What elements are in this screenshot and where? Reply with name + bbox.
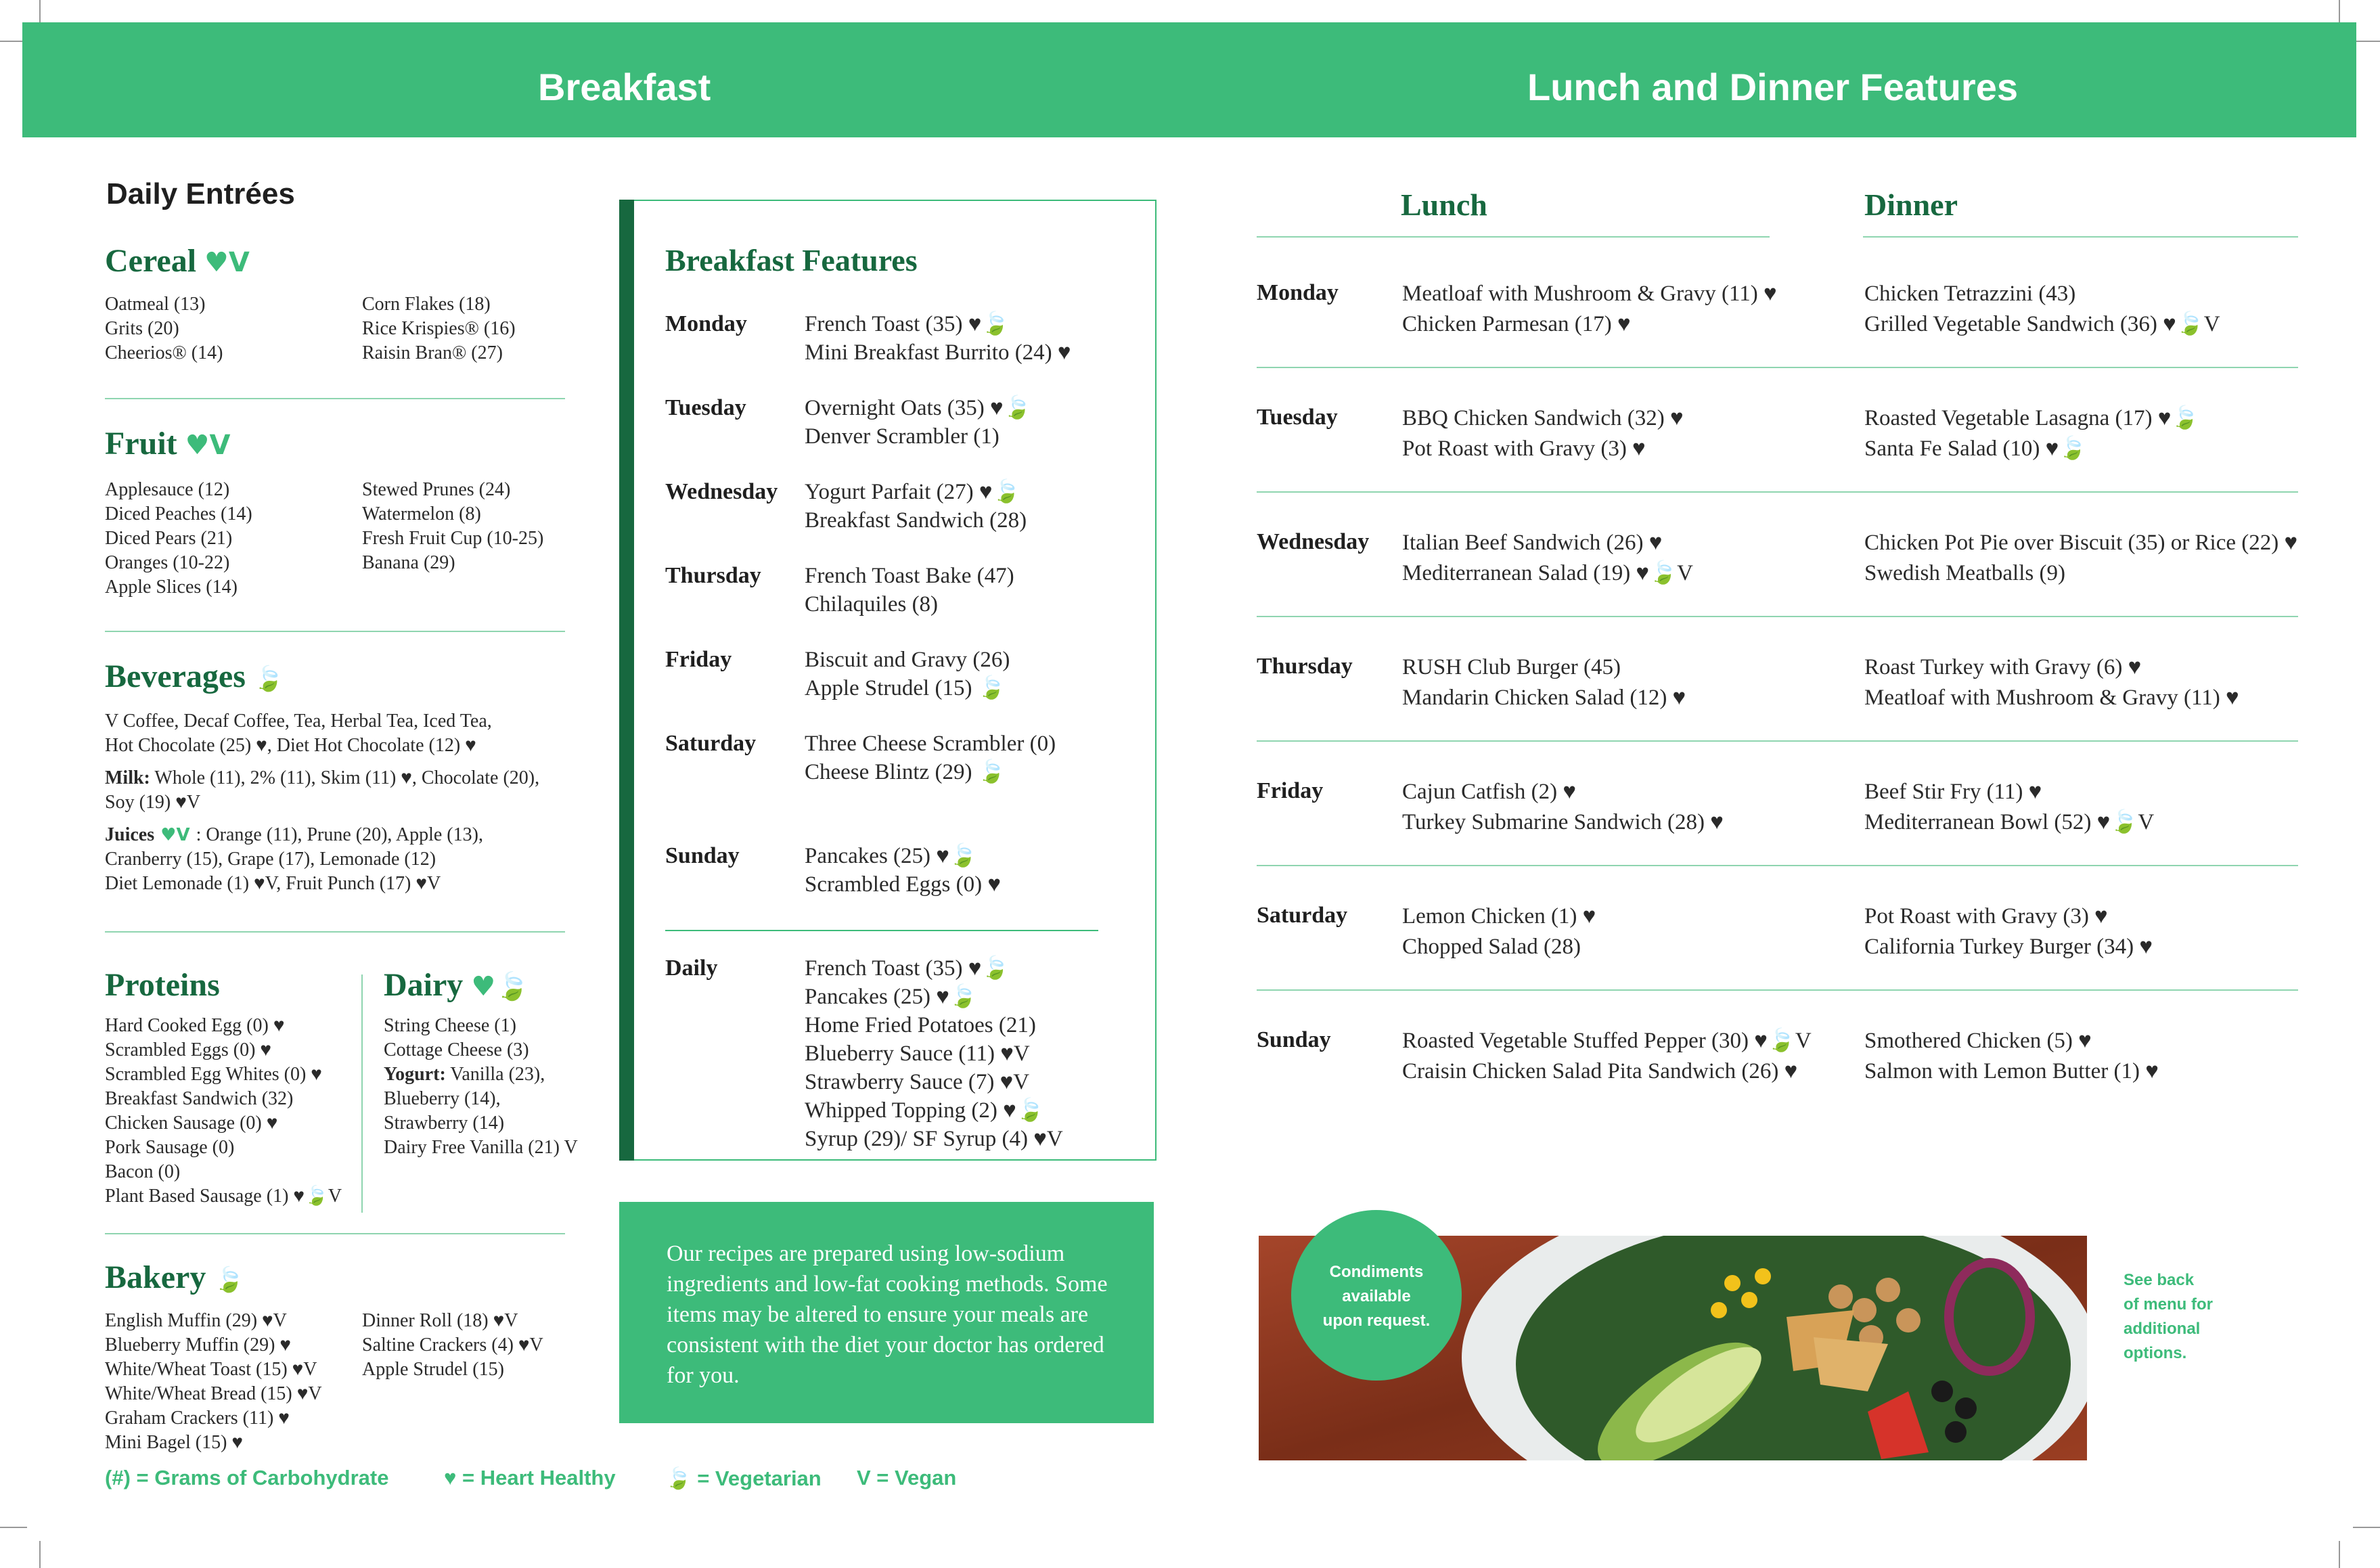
divider	[1257, 865, 2298, 866]
list-item: Pot Roast with Gravy (3) ♥	[1864, 904, 2108, 928]
list-item: French Toast Bake (47)	[805, 564, 1014, 588]
milk-line2: Soy (19) ♥V	[105, 792, 201, 813]
list-item: Corn Flakes (18)	[362, 294, 491, 315]
note-text: Our recipes are prepared using low-sodium ingredients and low-fat cooking methods. Some items may be altered to ensure your meals are consistent with the diet your doctor has ordered for you.	[667, 1241, 1108, 1388]
divider	[1257, 616, 2298, 617]
feature-day-items	[805, 310, 1071, 367]
list-item: Mediterranean Salad (19) ♥🍃V	[1402, 561, 1693, 585]
fruit-col1	[105, 478, 252, 600]
dinner-items	[1864, 1026, 2159, 1087]
list-item: Hard Cooked Egg (0) ♥	[105, 1015, 285, 1036]
list-item: Pancakes (25) ♥🍃	[805, 985, 977, 1009]
list-item: RUSH Club Burger (45)	[1402, 655, 1621, 679]
list-item: White/Wheat Bread (15) ♥V	[105, 1383, 322, 1404]
lunch-items	[1402, 652, 1686, 713]
dinner-items	[1864, 279, 2220, 340]
list-item: Graham Crackers (11) ♥	[105, 1408, 290, 1429]
legend-heart: ♥ = Heart Healthy	[444, 1466, 616, 1489]
list-item: Oatmeal (13)	[105, 294, 206, 315]
list-item: French Toast (35) ♥🍃	[805, 312, 1010, 336]
list-item: BBQ Chicken Sandwich (32) ♥	[1402, 406, 1684, 430]
list-item: Strawberry (14)	[384, 1113, 505, 1134]
list-item: Mini Bagel (15) ♥	[105, 1432, 244, 1453]
feature-day-items	[805, 562, 1014, 619]
breakfast-title: Breakfast	[538, 66, 711, 108]
list-item: English Muffin (29) ♥V	[105, 1310, 287, 1331]
juices-symbols: ♥V	[154, 825, 196, 845]
condiments-line: upon request.	[1322, 1312, 1431, 1330]
crop-mark	[2353, 41, 2380, 42]
fruit-col2	[362, 478, 543, 575]
bakery-title-text: Bakery	[105, 1259, 206, 1295]
divider	[105, 631, 565, 632]
list-item: Blueberry Muffin (29) ♥	[105, 1335, 292, 1356]
fruit-title	[105, 425, 230, 462]
feature-day-items	[805, 646, 1010, 702]
ld-day-label: Sunday	[1257, 1027, 1331, 1052]
feature-day-items	[805, 842, 1001, 899]
list-item: Cheerios® (14)	[105, 342, 223, 363]
list-item: Scrambled Eggs (0) ♥	[805, 872, 1001, 897]
list-item: Grilled Vegetable Sandwich (36) ♥🍃V	[1864, 312, 2220, 336]
feature-day-label: Sunday	[665, 843, 740, 868]
dinner-items	[1864, 403, 2199, 464]
feature-day-label: Friday	[665, 647, 732, 672]
beverage-coffee-line2: Hot Chocolate (25) ♥, Diet Hot Chocolate (12) ♥	[105, 735, 476, 756]
list-item: Home Fried Potatoes (21)	[805, 1013, 1036, 1037]
list-item	[384, 1062, 578, 1087]
yogurt-rest: Vanilla (23),	[445, 1064, 545, 1085]
list-item: Pork Sausage (0)	[105, 1137, 235, 1158]
list-item: Meatloaf with Mushroom & Gravy (11) ♥	[1402, 282, 1777, 306]
juices-line2: Cranberry (15), Grape (17), Lemonade (12)	[105, 849, 436, 870]
ld-day-label: Thursday	[1257, 654, 1353, 679]
see-back-line: of menu for	[2124, 1295, 2213, 1314]
lunch-items	[1402, 777, 1724, 838]
list-item: Diced Pears (21)	[105, 528, 233, 549]
list-item: Salmon with Lemon Butter (1) ♥	[1864, 1059, 2159, 1083]
dinner-heading: Dinner	[1864, 187, 1958, 222]
proteins-title: Proteins	[105, 967, 220, 1003]
feature-day-label: Wednesday	[665, 479, 778, 504]
list-item: Blueberry (14),	[384, 1088, 501, 1109]
list-item: Strawberry Sauce (7) ♥V	[805, 1070, 1030, 1094]
list-item: Denver Scrambler (1)	[805, 424, 1000, 449]
list-item: Lemon Chicken (1) ♥	[1402, 904, 1596, 928]
dinner-items	[1864, 528, 2297, 589]
list-item: Whipped Topping (2) ♥🍃	[805, 1098, 1044, 1123]
divider	[105, 1233, 565, 1234]
list-item: Chilaquiles (8)	[805, 592, 939, 617]
feature-day-label: Thursday	[665, 563, 761, 588]
beverages-title	[105, 658, 284, 695]
lunch-dinner-title: Lunch and Dinner Features	[1527, 66, 2018, 108]
juices-label: Juices	[105, 824, 155, 845]
list-item: Apple Strudel (15)	[362, 1359, 504, 1380]
list-item: Chicken Tetrazzini (43)	[1864, 282, 2076, 306]
lunch-items	[1402, 901, 1596, 962]
juices-line1: : Orange (11), Prune (20), Apple (13),	[196, 824, 483, 845]
vegetarian-icon: 🍃	[253, 665, 284, 693]
dinner-items	[1864, 652, 2239, 713]
list-item: Scrambled Eggs (0) ♥	[105, 1039, 272, 1060]
bakery-col1	[105, 1309, 322, 1455]
legend-vegan: V = Vegan	[857, 1466, 957, 1489]
list-item: Watermelon (8)	[362, 503, 481, 524]
list-item: Saltine Crackers (4) ♥V	[362, 1335, 543, 1356]
ld-day-label: Tuesday	[1257, 405, 1338, 430]
list-item: Cottage Cheese (3)	[384, 1039, 529, 1060]
lunch-heading-rule	[1257, 236, 1770, 238]
list-item: Biscuit and Gravy (26)	[805, 648, 1010, 672]
list-item: Mandarin Chicken Salad (12) ♥	[1402, 686, 1686, 710]
list-item: Plant Based Sausage (1) ♥🍃V	[105, 1186, 342, 1207]
feature-day-items	[805, 730, 1056, 786]
list-item: Pot Roast with Gravy (3) ♥	[1402, 436, 1646, 461]
divider	[105, 398, 565, 399]
vegetarian-icon: 🍃	[214, 1266, 245, 1294]
list-item: Yogurt Parfait (27) ♥🍃	[805, 480, 1020, 504]
list-item: French Toast (35) ♥🍃	[805, 956, 1010, 981]
ld-day-label: Saturday	[1257, 903, 1348, 928]
divider	[105, 931, 565, 933]
cereal-title	[105, 242, 250, 279]
list-item: Oranges (10-22)	[105, 552, 230, 573]
legend-vegetarian: 🍃 = Vegetarian	[665, 1466, 822, 1490]
list-item: Diced Peaches (14)	[105, 503, 252, 524]
list-item: Swedish Meatballs (9)	[1864, 561, 2065, 585]
fruit-symbols: ♥V	[185, 430, 231, 461]
list-item: Dairy Free Vanilla (21) V	[384, 1137, 578, 1158]
see-back-line: additional	[2124, 1320, 2201, 1338]
ld-day-label: Wednesday	[1257, 529, 1370, 554]
list-item: Apple Slices (14)	[105, 577, 238, 598]
list-item: Three Cheese Scrambler (0)	[805, 732, 1056, 756]
yogurt-label: Yogurt:	[384, 1064, 446, 1085]
see-back-line: options.	[2124, 1344, 2187, 1362]
list-item: Italian Beef Sandwich (26) ♥	[1402, 531, 1663, 555]
bakery-col2	[362, 1309, 543, 1382]
list-item: Blueberry Sauce (11) ♥V	[805, 1041, 1030, 1066]
crop-mark	[0, 1527, 27, 1528]
divider	[1257, 491, 2298, 493]
list-item: Chopped Salad (28)	[1402, 935, 1581, 959]
dairy-list	[384, 1014, 578, 1160]
list-item: Mini Breakfast Burrito (24) ♥	[805, 340, 1071, 365]
divider	[1257, 740, 2298, 742]
list-item: Dinner Roll (18) ♥V	[362, 1310, 518, 1331]
proteins-list	[105, 1014, 342, 1209]
list-item: Roast Turkey with Gravy (6) ♥	[1864, 655, 2142, 679]
list-item: Breakfast Sandwich (28)	[805, 508, 1027, 533]
list-item: Santa Fe Salad (10) ♥🍃	[1864, 436, 2087, 461]
lunch-items	[1402, 528, 1693, 589]
divider	[665, 930, 1098, 931]
dinner-items	[1864, 901, 2153, 962]
divider	[1257, 989, 2298, 991]
ld-day-label: Friday	[1257, 778, 1324, 803]
list-item: Craisin Chicken Salad Pita Sandwich (26) ♥	[1402, 1059, 1798, 1083]
lunch-items	[1402, 403, 1684, 464]
list-item: White/Wheat Toast (15) ♥V	[105, 1359, 317, 1380]
list-item: Cheese Blintz (29) 🍃	[805, 760, 1006, 784]
list-item: California Turkey Burger (34) ♥	[1864, 935, 2153, 959]
list-item: Bacon (0)	[105, 1161, 181, 1182]
list-item: Grits (20)	[105, 318, 179, 339]
crop-mark	[2353, 1527, 2380, 1528]
list-item: String Cheese (1)	[384, 1015, 516, 1036]
dairy-title	[384, 966, 529, 1004]
cereal-symbols: ♥V	[204, 247, 250, 278]
cereal-col2	[362, 292, 516, 365]
bakery-title	[105, 1259, 244, 1296]
list-item: Roasted Vegetable Lasagna (17) ♥🍃	[1864, 406, 2199, 430]
dinner-items	[1864, 777, 2154, 838]
list-item: Overnight Oats (35) ♥🍃	[805, 396, 1031, 420]
list-item: Applesauce (12)	[105, 479, 230, 500]
feature-day-label: Tuesday	[665, 395, 746, 420]
breakfast-features-accent-bar	[619, 200, 634, 1161]
list-item: Cajun Catfish (2) ♥	[1402, 780, 1576, 804]
milk-line1: Whole (11), 2% (11), Skim (11) ♥, Chocolate (20),	[150, 767, 540, 788]
beverages-title-text: Beverages	[105, 658, 246, 694]
list-item: Pancakes (25) ♥🍃	[805, 844, 977, 868]
beverages-list	[105, 709, 539, 904]
list-item: Chicken Parmesan (17) ♥	[1402, 312, 1631, 336]
condiments-line: Condiments	[1329, 1263, 1424, 1281]
list-item: Smothered Chicken (5) ♥	[1864, 1029, 2092, 1053]
milk-label: Milk:	[105, 767, 150, 788]
feature-day-label: Daily	[665, 956, 718, 981]
list-item: Apple Strudel (15) 🍃	[805, 676, 1006, 700]
dinner-heading-rule	[1863, 236, 2298, 238]
daily-entrees-heading: Daily Entrées	[106, 177, 295, 210]
list-item: Roasted Vegetable Stuffed Pepper (30) ♥🍃V	[1402, 1029, 1812, 1053]
divider	[1257, 367, 2298, 368]
crop-mark	[39, 1541, 41, 1568]
condiments-badge	[1291, 1210, 1462, 1381]
breakfast-features-title: Breakfast Features	[665, 243, 918, 277]
list-item: Beef Stir Fry (11) ♥	[1864, 780, 2042, 804]
list-item: Raisin Bran® (27)	[362, 342, 503, 363]
cereal-title-text: Cereal	[105, 243, 197, 279]
lunch-items	[1402, 1026, 1812, 1087]
feature-day-label: Monday	[665, 311, 747, 336]
see-back-note	[2124, 1268, 2213, 1366]
list-item: Scrambled Egg Whites (0) ♥	[105, 1064, 322, 1085]
list-item: Chicken Sausage (0) ♥	[105, 1113, 278, 1134]
legend-carbs: (#) = Grams of Carbohydrate	[105, 1466, 389, 1489]
lunch-heading: Lunch	[1401, 187, 1487, 222]
list-item: Meatloaf with Mushroom & Gravy (11) ♥	[1864, 686, 2239, 710]
beverage-coffee-line1: V Coffee, Decaf Coffee, Tea, Herbal Tea, Iced Tea,	[105, 711, 492, 732]
see-back-line: See back	[2124, 1271, 2195, 1289]
juices-line3: Diet Lemonade (1) ♥V, Fruit Punch (17) ♥V	[105, 873, 441, 894]
list-item: Stewed Prunes (24)	[362, 479, 511, 500]
list-item: Turkey Submarine Sandwich (28) ♥	[1402, 810, 1724, 834]
dairy-symbols: ♥🍃	[471, 971, 529, 1002]
feature-day-items	[805, 394, 1031, 451]
list-item: Fresh Fruit Cup (10-25)	[362, 528, 544, 549]
feature-day-label: Saturday	[665, 731, 757, 756]
column-divider	[361, 975, 363, 1213]
ld-day-label: Monday	[1257, 280, 1339, 305]
feature-day-items	[805, 478, 1027, 535]
list-item: Mediterranean Bowl (52) ♥🍃V	[1864, 810, 2155, 834]
lunch-items	[1402, 279, 1777, 340]
crop-mark	[2339, 1541, 2340, 1568]
list-item: Rice Krispies® (16)	[362, 318, 516, 339]
fruit-title-text: Fruit	[105, 426, 177, 462]
dairy-title-text: Dairy	[384, 967, 464, 1003]
list-item: Syrup (29)/ SF Syrup (4) ♥V	[805, 1127, 1063, 1151]
list-item: Chicken Pot Pie over Biscuit (35) or Rice (22) ♥	[1864, 531, 2298, 555]
note-box	[619, 1202, 1154, 1423]
condiments-line: available	[1342, 1287, 1411, 1305]
feature-daily-items	[805, 954, 1063, 1153]
cereal-col1	[105, 292, 223, 365]
list-item: Breakfast Sandwich (32)	[105, 1088, 294, 1109]
list-item: Banana (29)	[362, 552, 455, 573]
